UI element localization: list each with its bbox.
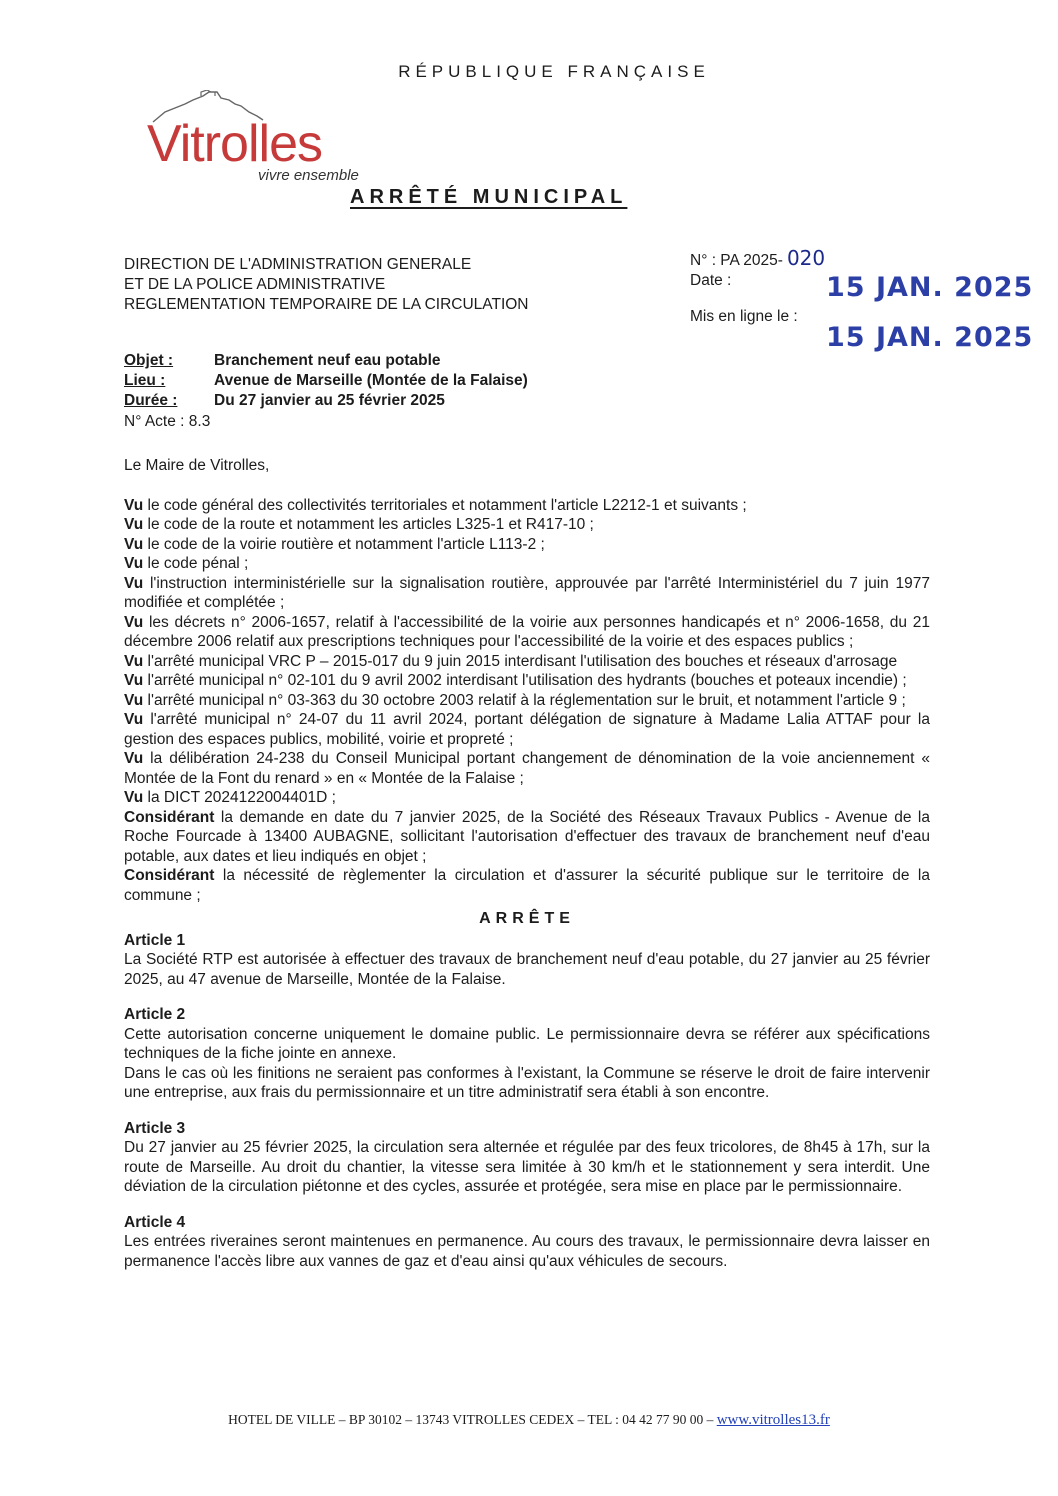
visa-item: [124, 866, 930, 905]
objet-block: [124, 351, 528, 432]
duree-label: Durée :: [124, 392, 178, 409]
visa-lead: Vu: [124, 574, 144, 592]
maire-line: Le Maire de Vitrolles,: [124, 457, 270, 474]
duree-row: [124, 391, 528, 411]
article-paragraph: Dans le cas où les finitions ne seraient pas conformes à l'existant, la Commune se réserve le droit de faire intervenir une entreprise, aux frais du permissionnaire et un titre administratif sera établi à son encontre.: [124, 1064, 930, 1101]
visa-text: le code de la route et notamment les articles L325-1 et R417-10 ;: [143, 516, 594, 533]
visa-text: l'arrêté municipal n° 02-101 du 9 avril 2002 interdisant l'utilisation des hydrants (bouches et poteaux incendie) ;: [143, 672, 907, 689]
visa-text: le code de la voirie routière et notamment l'article L113-2 ;: [143, 535, 545, 553]
article-title: Article 4: [124, 1213, 186, 1231]
visa-lead: Vu: [124, 652, 144, 670]
visa-lead: Vu: [124, 516, 144, 533]
arrete-heading: ARRÊTE: [479, 910, 575, 927]
visa-item: [124, 574, 930, 613]
visa-lead: Considérant: [124, 867, 215, 884]
lieu-value: Avenue de Marseille (Montée de la Falaise): [214, 372, 528, 389]
visa-item: [124, 808, 930, 867]
visa-lead: Considérant: [124, 808, 215, 826]
visa-lead: Vu: [124, 613, 144, 631]
acte-number: N° Acte : 8.3: [124, 413, 211, 430]
visa-item: [124, 613, 930, 652]
visa-item: [124, 788, 930, 808]
visa-lead: Vu: [124, 496, 144, 514]
logo-tagline: vivre ensemble: [258, 167, 359, 184]
visa-text: la délibération 24-238 du Conseil Municipal portant changement de dénomination de la voie anciennement « Montée de la Font du renard » en « Montée de la Falaise ;: [124, 750, 930, 787]
direction-line: DIRECTION DE L'ADMINISTRATION GENERALE: [124, 256, 472, 273]
visa-item: [124, 535, 930, 555]
visa-lead: Vu: [124, 672, 144, 689]
visa-item: [124, 515, 930, 535]
article-paragraph: Cette autorisation concerne uniquement le domaine public. Le permissionnaire devra se référer aux spécifications techniques de la fiche jointe en annexe.: [124, 1025, 930, 1062]
document-body: [124, 456, 930, 1271]
date-stamp: 15 JAN. 2025: [826, 272, 1034, 303]
website-link[interactable]: www.vitrolles13.fr: [716, 1412, 830, 1428]
visa-item: [124, 671, 930, 691]
handwritten-number: 020: [786, 246, 826, 270]
visa-lead: Vu: [124, 750, 144, 767]
visa-text: l'instruction interministérielle sur la signalisation routière, approuvée par l'arrêté Interministériel du 7 juin 1977 modifiée et complétée ;: [124, 574, 930, 611]
objet-value: Branchement neuf eau potable: [214, 352, 441, 369]
article-title: Article 3: [124, 1119, 186, 1137]
visa-item: [124, 652, 930, 672]
visa-text: les décrets n° 2006-1657, relatif à l'accessibilité de la voirie aux personnes handicapés et n° 2006-1658, du 21 décembre 2006 relatif aux prescriptions techniques pour l'accessibilité de la voirie et des espaces publics ;: [124, 613, 930, 650]
direction-line: REGLEMENTATION TEMPORAIRE DE LA CIRCULATION: [124, 296, 529, 313]
visas-list: [124, 496, 930, 906]
visa-lead: Vu: [124, 535, 144, 553]
lieu-row: [124, 371, 528, 391]
articles-list: [124, 931, 930, 1272]
footer-address: HOTEL DE VILLE – BP 30102 – 13743 VITROLLES CEDEX – TEL : 04 42 77 90 00 –: [228, 1412, 717, 1427]
visa-text: le code pénal ;: [143, 555, 249, 572]
online-label: Mis en ligne le :: [690, 308, 798, 325]
visa-text: la nécessité de règlementer la circulation et d'assurer la sécurité publique sur le territoire de la commune ;: [124, 867, 930, 904]
duree-value: Du 27 janvier au 25 février 2025: [214, 392, 445, 409]
visa-lead: Vu: [124, 789, 144, 806]
article-title: Article 2: [124, 1006, 186, 1023]
republique-header: RÉPUBLIQUE FRANÇAISE: [398, 62, 710, 81]
visa-text: la demande en date du 7 janvier 2025, de la Société des Réseaux Travaux Publics - Avenue de la Roche Fourcade à 13400 AUBAGNE, sollicitant l'autorisation d'effectuer des travaux de branchement neuf d'eau potable, aux dates et lieu indiqués en objet ;: [124, 808, 930, 865]
objet-label: Objet :: [124, 352, 174, 369]
reference-number-label: N° : PA 2025-: [690, 252, 783, 269]
visa-text: l'arrêté municipal VRC P – 2015-017 du 9 juin 2015 interdisant l'utilisation des bouches et réseaux d'arrosage: [143, 652, 898, 670]
direction-block: [124, 255, 529, 315]
visa-item: [124, 749, 930, 788]
document-title: ARRÊTÉ MUNICIPAL: [350, 186, 628, 208]
visa-lead: Vu: [124, 555, 144, 572]
visa-text: l'arrêté municipal n° 24-07 du 11 avril 2024, portant délégation de signature à Madame Lalia ATTAF pour la gestion des espaces publics, mobilité, voirie et propreté ;: [124, 711, 930, 748]
visa-lead: Vu: [124, 691, 144, 709]
reference-number: [690, 248, 825, 271]
visa-item: [124, 554, 930, 574]
footer: [0, 1412, 1058, 1429]
visa-item: [124, 691, 930, 711]
direction-line: ET DE LA POLICE ADMINISTRATIVE: [124, 276, 386, 293]
visa-item: [124, 710, 930, 749]
logo-wordmark: Vitrolles: [147, 115, 323, 173]
lieu-label: Lieu :: [124, 372, 166, 389]
visa-item: [124, 496, 930, 516]
visa-text: le code général des collectivités territoriales et notamment l'article L2212-1 et suivants ;: [143, 496, 747, 514]
visa-lead: Vu: [124, 711, 144, 728]
visa-text: l'arrêté municipal n° 03-363 du 30 octobre 2003 relatif à la réglementation sur le bruit, et notamment l'article 9 ;: [143, 691, 906, 709]
objet-row: [124, 351, 528, 371]
article-paragraph: La Société RTP est autorisée à effectuer des travaux de branchement neuf d'eau potable, du 27 janvier au 25 février 2025, au 47 avenue de Marseille, Montée de la Falaise.: [124, 951, 930, 988]
visa-text: la DICT 2024122004401D ;: [143, 789, 336, 806]
article-title: Article 1: [124, 931, 186, 949]
article-paragraph: Les entrées riveraines seront maintenues en permanence. Au cours des travaux, le permissionnaire devra laisser en permanence l'accès libre aux vannes de gaz et d'eau ainsi qu'aux véhicules de secours.: [124, 1233, 930, 1270]
date-label: Date :: [690, 272, 732, 289]
online-date-stamp: 15 JAN. 2025: [826, 322, 1034, 353]
article-paragraph: Du 27 janvier au 25 février 2025, la circulation sera alternée et régulée par des feux tricolores, de 8h45 à 17h, sur la route de Marseille. Au droit du chantier, la vitesse sera limitée à 30 km/h et le stationnement y sera interdit. Une déviation de la circulation piétonne et des cycles, assurée et protégée, sera mise en place par le permissionnaire.: [124, 1139, 930, 1195]
reference-block: [690, 248, 825, 291]
